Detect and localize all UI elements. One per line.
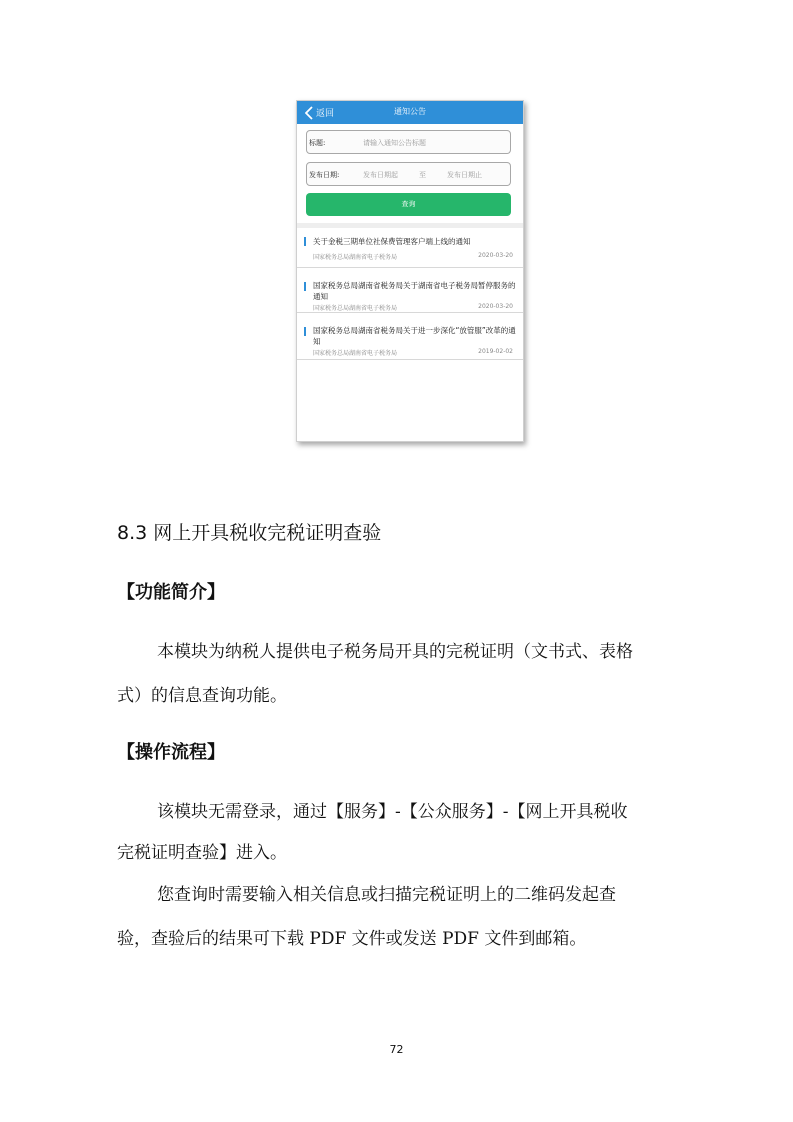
section-heading: 8.3 网上开具税收完税证明查验 (117, 522, 382, 544)
notice-date: 2019-02-02 (478, 348, 513, 355)
notice-source: 国家税务总局湖南省电子税务局 (313, 254, 398, 261)
notice-title: 国家税务总局湖南省税务局关于湖南省电子税务局暂停服务的通知 (313, 281, 516, 301)
list-item[interactable] (297, 323, 523, 360)
list-marker (304, 237, 306, 246)
title-field-label: 标题: (309, 139, 326, 147)
list-item[interactable] (297, 233, 523, 268)
process-paragraph-line: 验，查验后的结果可下载 PDF 文件或发送 PDF 文件到邮箱。 (117, 929, 587, 949)
notice-title: 国家税务总局湖南省税务局关于进一步深化“放管服”改革的通知 (313, 326, 516, 346)
divider (297, 223, 523, 228)
notice-title: 关于金税三期单位社保费管理客户端上线的通知 (313, 237, 471, 246)
date-range-field[interactable] (306, 162, 511, 186)
date-field-label: 发布日期: (309, 171, 340, 179)
app-screenshot (296, 100, 524, 442)
title-field-placeholder: 请输入通知公告标题 (363, 139, 426, 147)
query-button[interactable]: 查询 (306, 193, 511, 216)
list-item[interactable] (297, 278, 523, 313)
process-paragraph-line: 该模块无需登录，通过【服务】-【公众服务】-【网上开具税收 (157, 802, 628, 822)
page-number: 72 (389, 1043, 404, 1056)
screen-title: 通知公告 (394, 107, 426, 116)
date-start-input[interactable]: 发布日期起 (363, 171, 398, 179)
title-search-field[interactable] (306, 130, 511, 154)
notice-date: 2020-03-20 (478, 252, 513, 259)
notice-source: 国家税务总局湖南省电子税务局 (313, 350, 398, 357)
intro-paragraph-line: 式）的信息查询功能。 (117, 686, 287, 706)
list-marker (304, 282, 306, 291)
back-label: 返回 (316, 109, 335, 119)
intro-heading: 【功能简介】 (117, 582, 225, 603)
intro-paragraph-line: 本模块为纳税人提供电子税务局开具的完税证明（文书式、表格 (157, 642, 633, 662)
date-to-label: 至 (419, 171, 426, 179)
process-heading: 【操作流程】 (117, 742, 225, 763)
app-header (297, 101, 523, 124)
process-paragraph-line: 您查询时需要输入相关信息或扫描完税证明上的二维码发起查 (157, 885, 616, 905)
notice-source: 国家税务总局湖南省电子税务局 (313, 305, 398, 312)
list-marker (304, 327, 306, 336)
notice-date: 2020-03-20 (478, 303, 513, 310)
date-end-input[interactable]: 发布日期止 (447, 171, 482, 179)
process-paragraph-line: 完税证明查验】进入。 (117, 843, 287, 863)
